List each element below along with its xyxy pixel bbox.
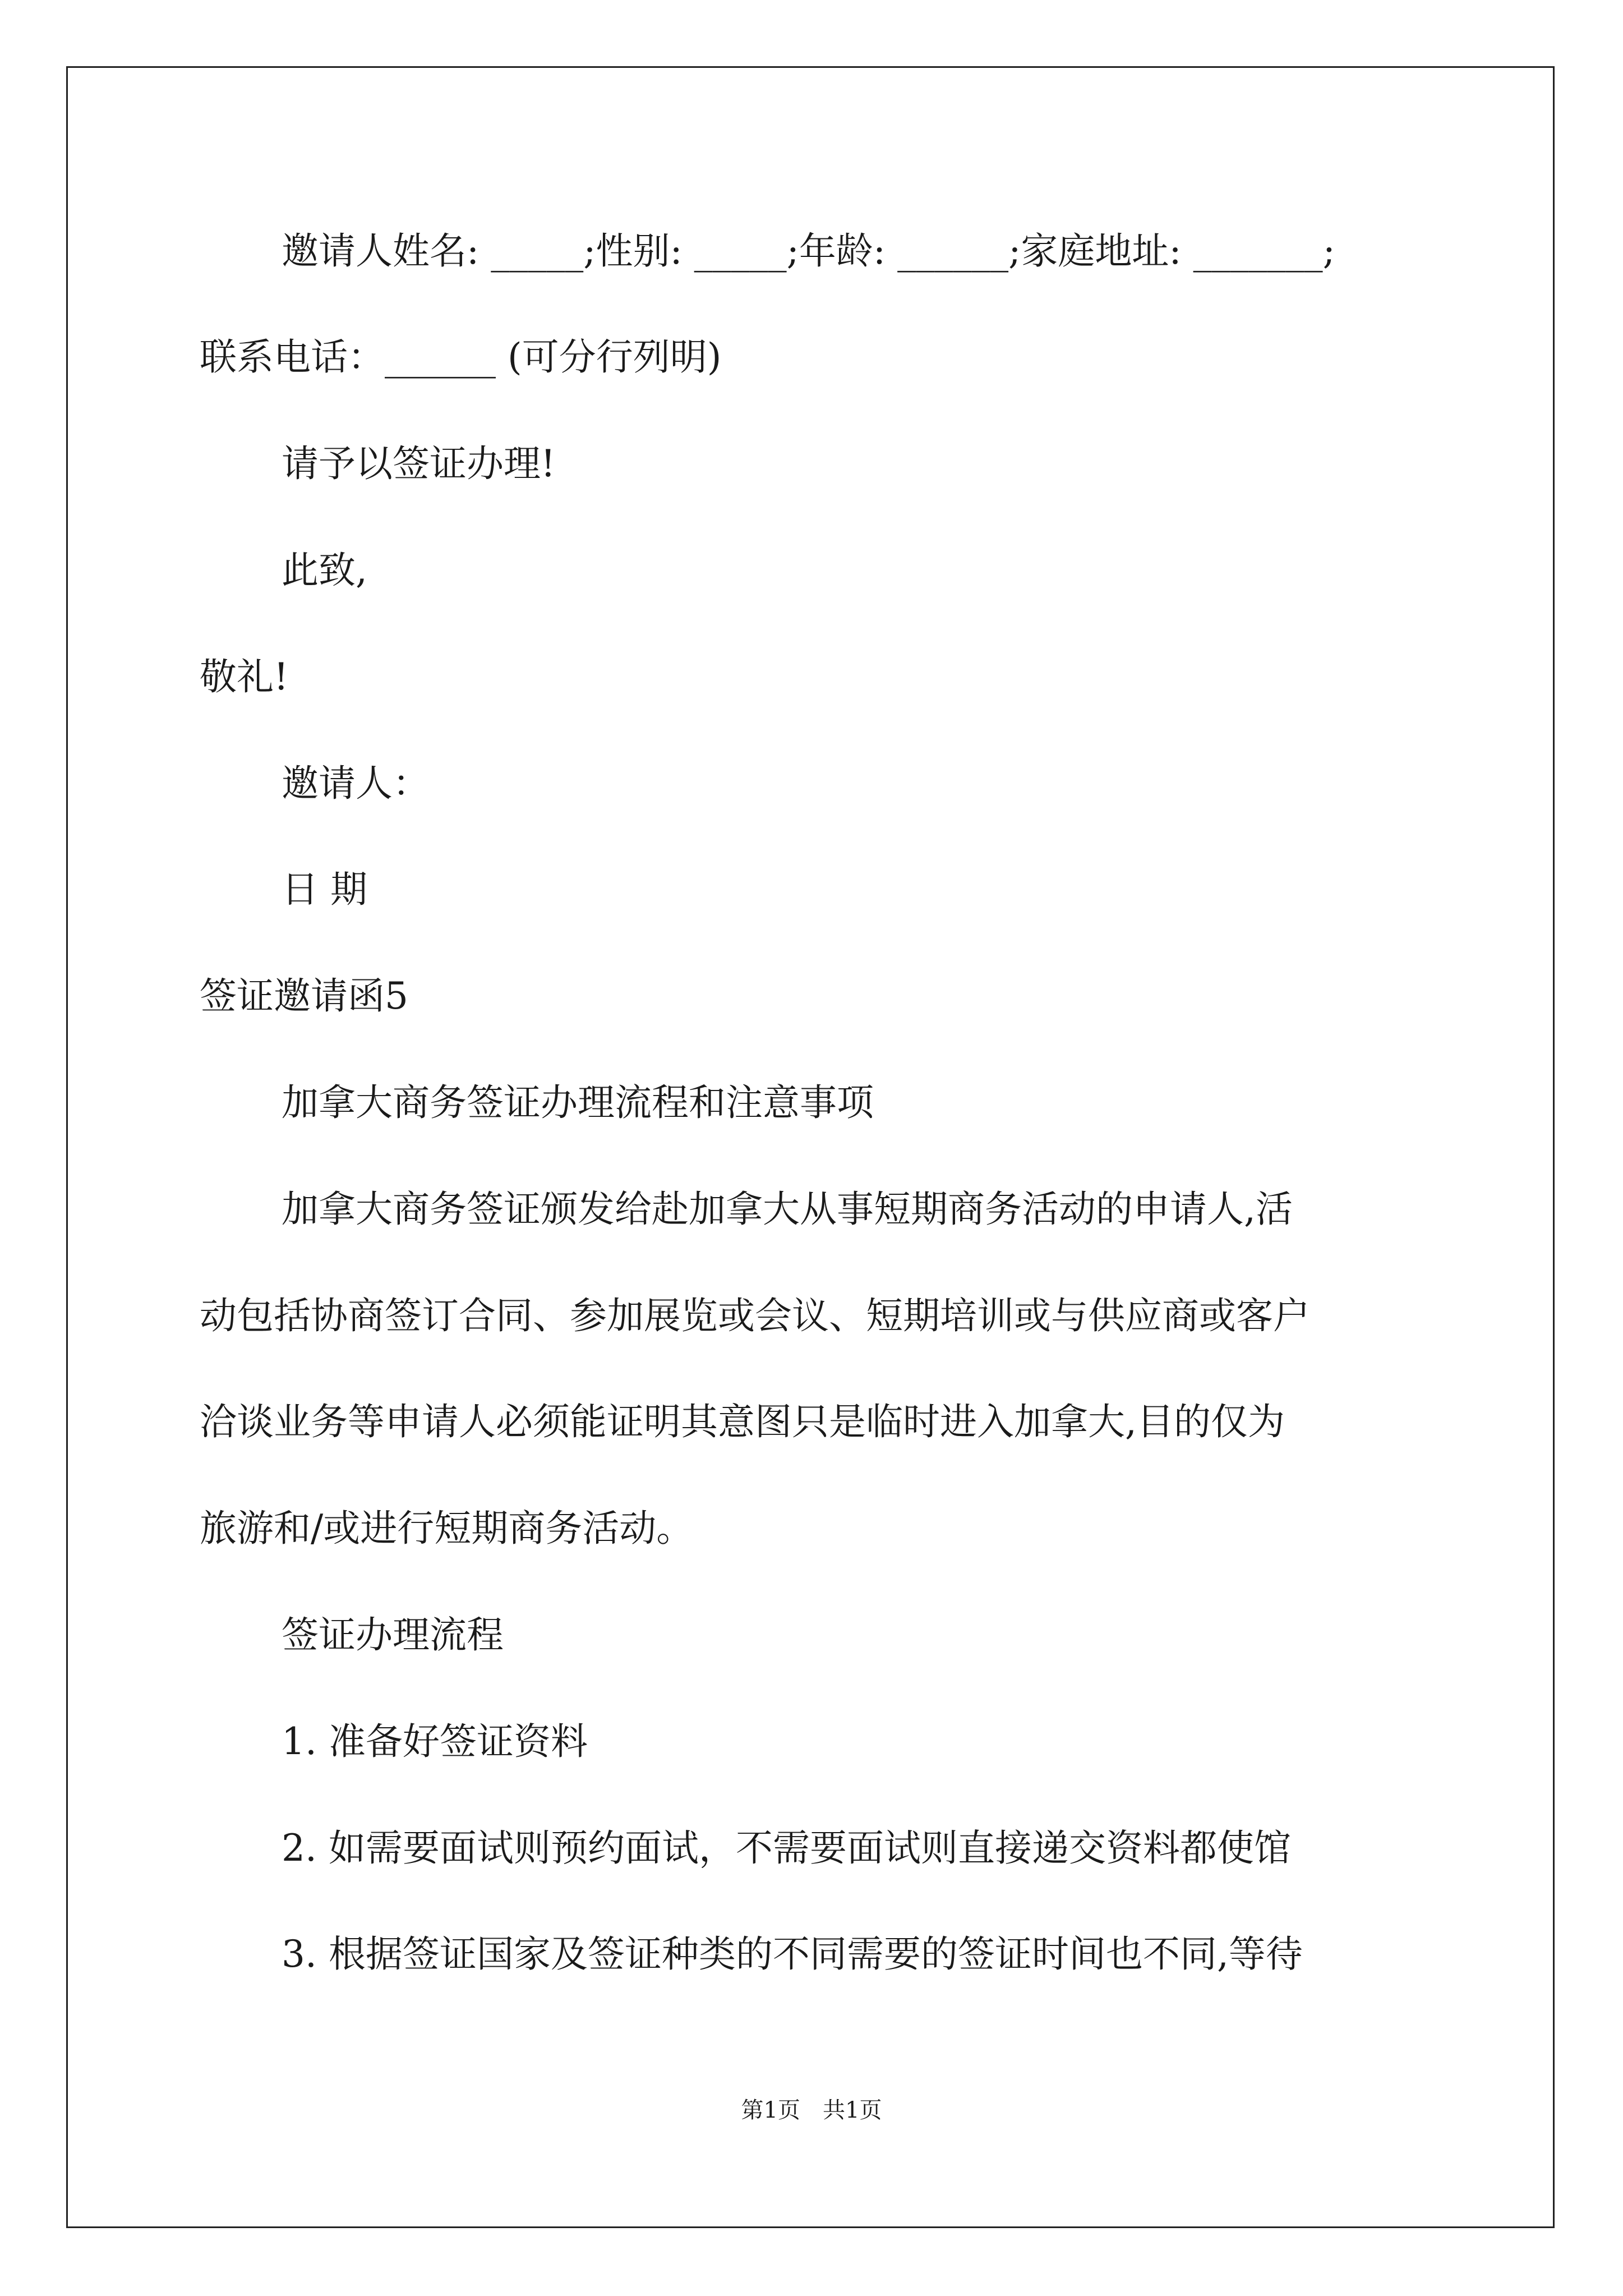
section-heading: 签证邀请函5 xyxy=(200,974,408,1018)
page-footer: 第1页 共1页 xyxy=(741,2097,882,2123)
text-line-request: 请予以签证办理! xyxy=(282,442,556,485)
paragraph-line: 洽谈业务等申请人必须能证明其意图只是临时进入加拿大,目的仅为 xyxy=(200,1400,1285,1443)
text-line-inviter: 邀请人： xyxy=(282,762,430,805)
text-line-inviter-info: 邀请人姓名: _____;性别: _____;年龄: ______;家庭地址: _______; xyxy=(282,229,1335,273)
paragraph-line: 加拿大商务签证颁发给赴加拿大从事短期商务活动的申请人,活 xyxy=(282,1188,1293,1231)
text-line-contact-phone: 联系电话：______ (可分行列明) xyxy=(200,335,722,379)
text-line-date: 日 期 xyxy=(282,868,367,911)
page-frame xyxy=(66,66,1555,2228)
list-item: 3. 根据签证国家及签证种类的不同需要的签证时间也不同,等待 xyxy=(282,1932,1303,1976)
subheading-process: 签证办理流程 xyxy=(282,1613,504,1657)
list-item: 2. 如需要面试则预约面试，不需要面试则直接递交资料都使馆 xyxy=(282,1826,1291,1870)
article-title: 加拿大商务签证办理流程和注意事项 xyxy=(282,1081,874,1124)
paragraph-line: 旅游和/或进行短期商务活动。 xyxy=(200,1507,694,1550)
list-item: 1. 准备好签证资料 xyxy=(282,1720,588,1763)
text-line-salutation: 此致, xyxy=(282,549,367,592)
text-line-regards: 敬礼! xyxy=(200,655,289,698)
paragraph-line: 动包括协商签订合同、参加展览或会议、短期培训或与供应商或客户 xyxy=(200,1294,1310,1337)
